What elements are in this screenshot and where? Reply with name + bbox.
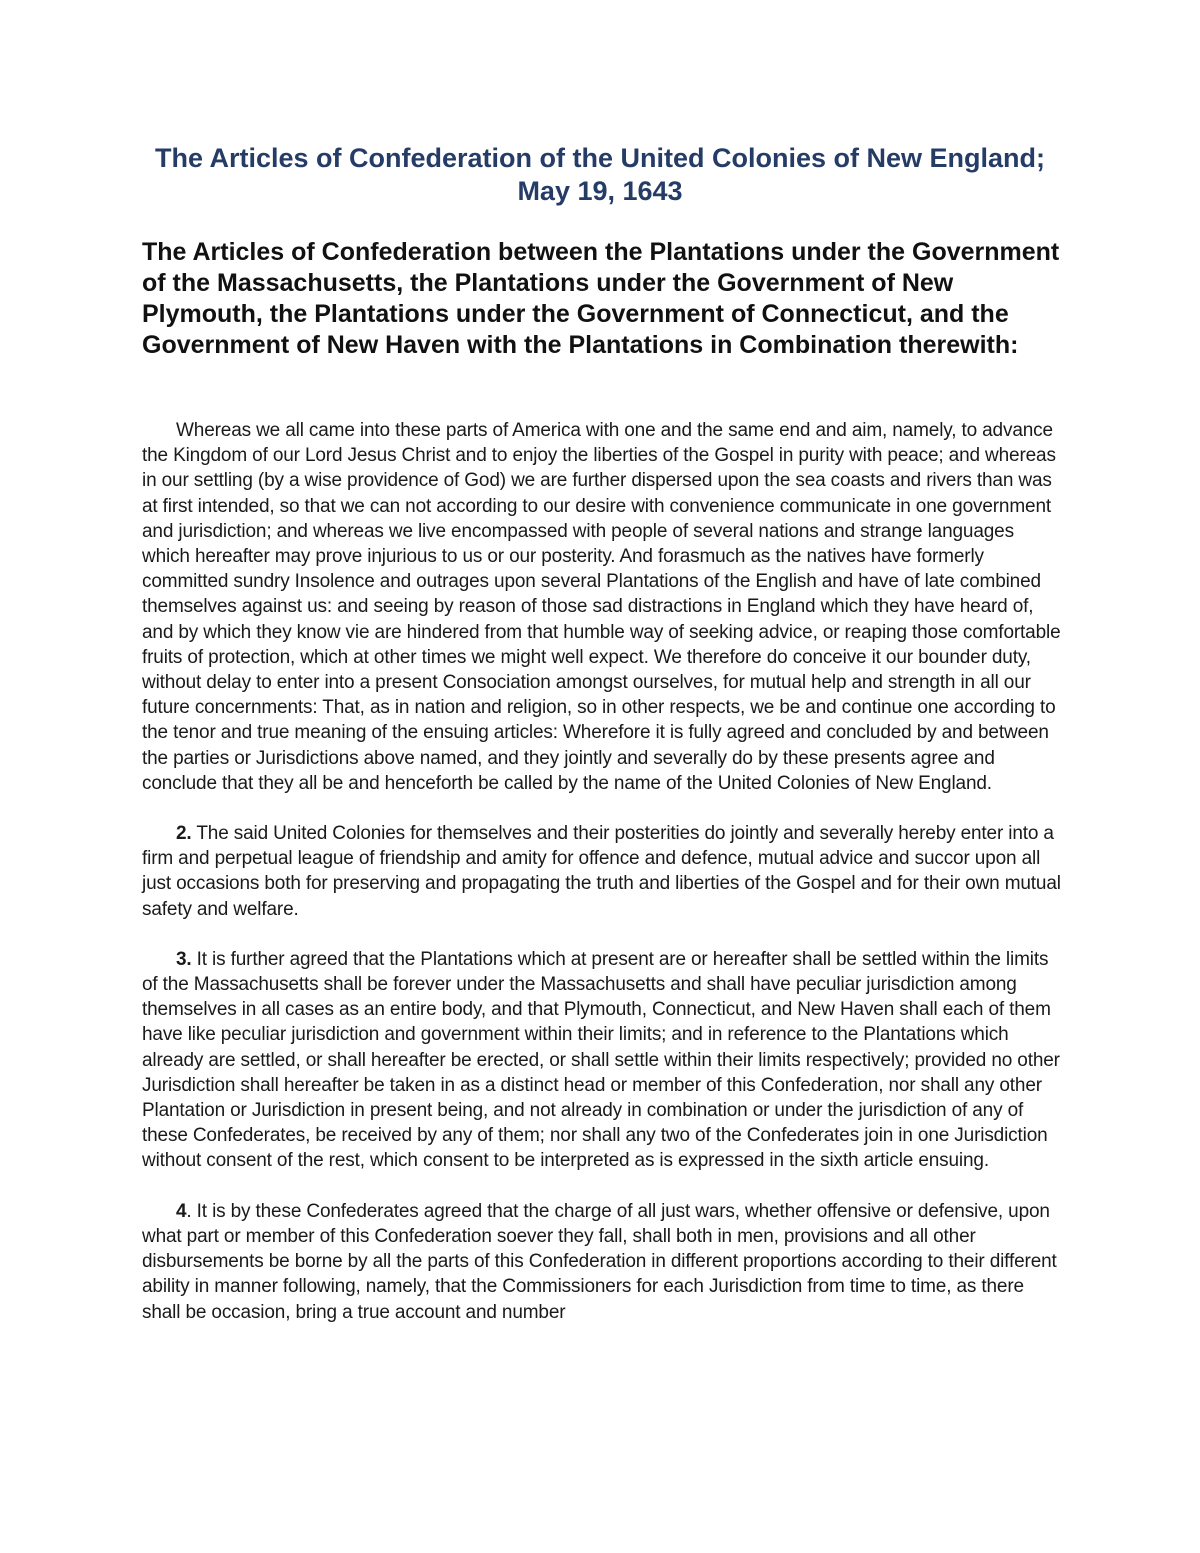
article-2-paragraph xyxy=(142,821,1064,922)
article-4-text: . It is by these Confederates agreed that the charge of all just wars, whether offensive or defensive, upon what part or member of this Confederation soever they fall, shall both in men, provisions and all other disbursements be borne by all the parts of this Confederation in different proportions according to their different ability in manner following, namely, that the Commissioners for each Jurisdiction from time to time, as there shall be occasion, bring a true account and number xyxy=(142,1200,1057,1323)
article-2-number: 2. xyxy=(176,823,192,845)
article-3-paragraph xyxy=(142,947,1064,1174)
article-4-paragraph xyxy=(142,1199,1064,1325)
document-subtitle: The Articles of Confederation between the Plantations under the Government of the Massachusetts, the Plantations under the Government of New Plymouth, the Plantations under the Government of Connecticut, and the Government of New Haven with the Plantations in Combination therewith: xyxy=(142,238,1060,359)
article-2-text: The said United Colonies for themselves and their posterities do jointly and severally hereby enter into a firm and perpetual league of friendship and amity for offence and defence, mutual advice and succor upon all just occasions both for preserving and propagating the truth and liberties of the Gospel and for their own mutual safety and welfare. xyxy=(142,823,1061,920)
article-4-number: 4 xyxy=(176,1200,187,1222)
document-title: The Articles of Confederation of the United Colonies of New England; May 19, 1643 xyxy=(154,143,1046,206)
document-body xyxy=(142,418,1064,1350)
article-3-number: 3. xyxy=(176,948,192,970)
article-3-text: It is further agreed that the Plantations which at present are or hereafter shall be settled within the limits of the Massachusetts shall be forever under the Massachusetts and shall have peculiar jurisdiction among themselves in all cases as an entire body, and that Plymouth, Connecticut, and New Haven shall each of them have like peculiar jurisdiction and government within their limits; and in reference to the Plantations which already are settled, or shall hereafter be erected, or shall settle within their limits respectively; provided no other Jurisdiction shall hereafter be taken in as a distinct head or member of this Confederation, nor shall any other Plantation or Jurisdiction in present being, and not already in combination or under the jurisdiction of any of these Confederates, be received by any of them; nor shall any two of the Confederates join in one Jurisdiction without consent of the rest, which consent to be interpreted as is expressed in the sixth article ensuing. xyxy=(142,948,1060,1172)
preamble-paragraph: Whereas we all came into these parts of America with one and the same end and aim, namely, to advance the Kingdom of our Lord Jesus Christ and to enjoy the liberties of the Gospel in purity with peace; and whereas in our settling (by a wise providence of God) we are further dispersed upon the sea coasts and rivers than was at first intended, so that we can not according to our desire with convenience communicate in one government and jurisdiction; and whereas we live encompassed with people of several nations and strange languages which hereafter may prove injurious to us or our posterity. And forasmuch as the natives have formerly committed sundry Insolence and outrages upon several Plantations of the English and have of late combined themselves against us: and seeing by reason of those sad distractions in England which they have heard of, and by which they know vie are hindered from that humble way of seeking advice, or reaping those comfortable fruits of protection, which at other times we might well expect. We therefore do conceive it our bounder duty, without delay to enter into a present Consociation amongst ourselves, for mutual help and strength in all our future concernments: That, as in nation and religion, so in other respects, we be and continue one according to the tenor and true meaning of the ensuing articles: Wherefore it is fully agreed and concluded by and between the parties or Jurisdictions above named, and they jointly and severally do by these presents agree and conclude that they all be and henceforth be called by the name of the United Colonies of New England. xyxy=(142,420,1061,794)
